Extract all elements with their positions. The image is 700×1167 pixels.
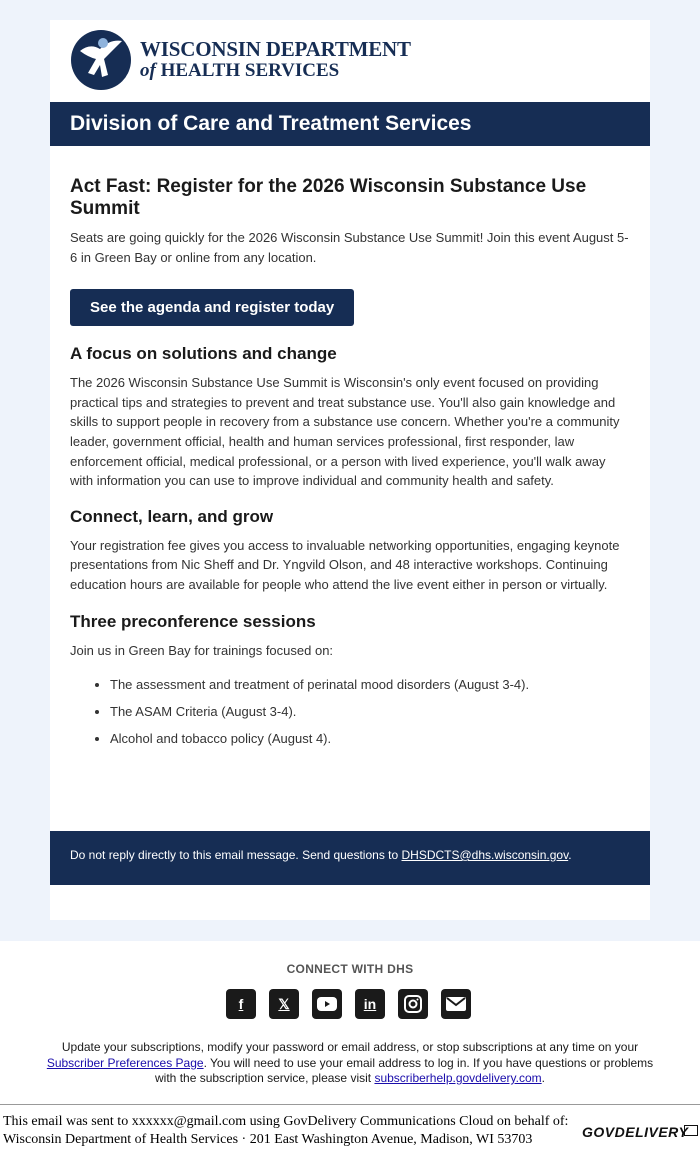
sender-info: This email was sent to xxxxxx@gmail.com using GovDelivery Communications Cloud on behalf of: Wisconsin Department of Health Services · 201 East Washington Avenue, Madison, WI 53703 [3, 1114, 569, 1147]
section1-heading: A focus on solutions and change [70, 344, 337, 364]
section1-body: The 2026 Wisconsin Substance Use Summit is Wisconsin's only event focused on providing practical tips and strategies to prevent and treat substance use. You'll also gain knowledge and skills to support people in recovery from a substance use concern. Whether you're a community leader, government official, health and human services professional, first responder, law enforcement official, medical professional, or a person with lived experience, you'll walk away with information you can use to improve individual and community health and safety. [70, 375, 620, 489]
divider [0, 1104, 700, 1105]
intro-text: Seats are going quickly for the 2026 Wisconsin Substance Use Summit! Join this event August 5-6 in Green Bay or online from any location. [70, 230, 629, 265]
connect-heading: CONNECT WITH DHS [286, 962, 414, 976]
contact-email-link[interactable]: DHSDCTS@dhs.wisconsin.gov [401, 848, 569, 862]
subscriber-help-link[interactable]: subscriberhelp.govdelivery.com [374, 1071, 542, 1085]
dhs-seal-icon [70, 29, 132, 91]
register-button[interactable]: See the agenda and register today [70, 289, 354, 326]
youtube-icon[interactable] [312, 989, 342, 1019]
email-card [50, 20, 650, 920]
facebook-icon[interactable]: f [226, 989, 256, 1019]
org-name-line2: of HEALTH SERVICES [140, 60, 340, 81]
division-banner [50, 102, 650, 146]
email-icon[interactable] [441, 989, 471, 1019]
govdelivery-logo[interactable]: GOVDELIVERY [582, 1124, 689, 1140]
x-icon[interactable]: 𝕏 [269, 989, 299, 1019]
subscription-text: Update your subscriptions, modify your password or email address, or stop subscriptions at any time on your Subscriber Preferences Page. You will need to use your email address to log in. If you have questions or problems with the subscription service, please visit subscriberhelp.govdelivery.com. [46, 1040, 654, 1085]
section3-intro: Join us in Green Bay for trainings focused on: [70, 642, 334, 658]
no-reply-text: Do not reply directly to this email message. Send questions to [70, 848, 402, 862]
section2-heading: Connect, learn, and grow [70, 506, 274, 526]
linkedin-icon[interactable]: in [355, 989, 385, 1019]
sessions-list [70, 676, 630, 748]
list-item: • Alcohol and tobacco policy (August 4). [110, 730, 630, 748]
division-title: Division of Care and Treatment Services [70, 112, 472, 135]
subscriber-preferences-link[interactable]: Subscriber Preferences Page [46, 1055, 204, 1070]
org-name-line1: WISCONSIN DEPARTMENT [140, 37, 411, 61]
email-content [70, 176, 630, 757]
dhs-logo [70, 28, 411, 92]
section3-heading: Three preconference sessions [70, 611, 316, 631]
govdelivery-envelope-icon [684, 1125, 698, 1136]
no-reply-band: Do not reply directly to this email message. Send questions to DHSDCTS@dhs.wisconsin.gov. [50, 831, 650, 885]
list-item: • The ASAM Criteria (August 3-4). [110, 703, 630, 721]
social-links [226, 989, 471, 1019]
email-title: Act Fast: Register for the 2026 Wisconsin Substance Use Summit [70, 176, 587, 219]
section2-body: Your registration fee gives you access to invaluable networking opportunities, engaging keynote presentations from Nic Sheff and Dr. Yngvild Olson, and 48 interactive workshops. Continuing education hours are available for people who attend the live event either in person or virtually. [70, 537, 620, 592]
instagram-icon[interactable] [398, 989, 428, 1019]
list-item: • The assessment and treatment of perinatal mood disorders (August 3-4). [110, 676, 630, 694]
